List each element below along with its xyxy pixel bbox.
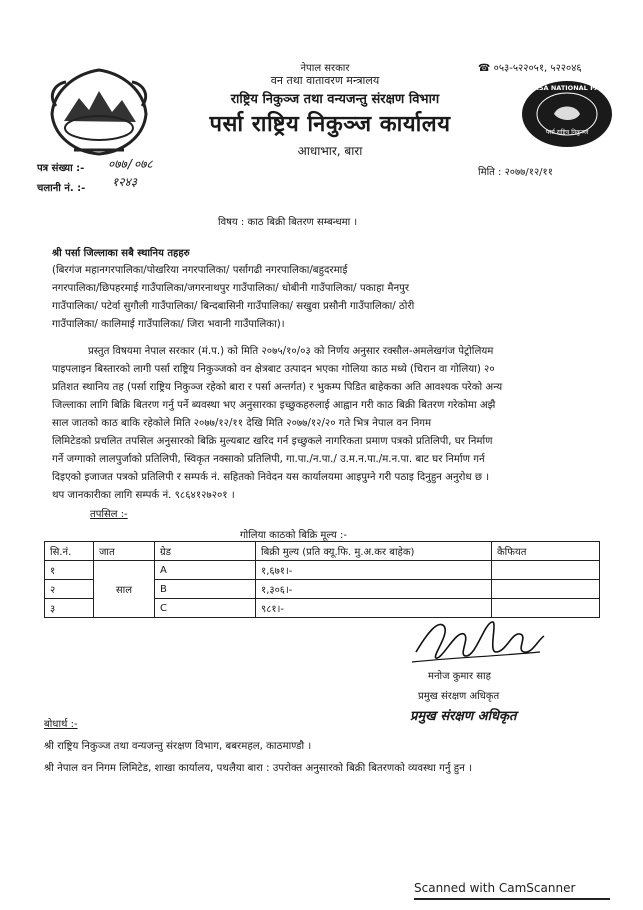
body-line: प्रस्तुत विषयमा नेपाल सरकार (मं.प.) को मिति २०७५/१०/०३ को निर्णय अनुसार रक्सौल-अमलेखगंज पेट्रोलियम (88, 346, 494, 357)
cell-remarks (492, 580, 600, 599)
table-row (45, 561, 600, 580)
patra-label: पत्र संख्या :- (37, 163, 85, 174)
price-table (44, 541, 600, 618)
recipient-line: नगरपालिका/छिपहरमाई गाउँपालिका/जगरनाथपुर गाउँपालिका/ धोबीनी गाउँपालिका/ पकाहा मैनपुर (52, 283, 410, 294)
nepal-emblem (44, 66, 154, 158)
cell-grade: C (155, 599, 256, 618)
signatory-title: प्रमुख संरक्षण अधिकृत (418, 691, 500, 702)
recipient-line: गाउँपालिका/ कालिमाई गाउँपालिका/ जिरा भवानी गाउँपालिका)। (52, 319, 285, 330)
patra-value: ०७७/०७८ (108, 157, 153, 171)
body-line: प्रतिशत स्थानिय तह (पर्सा राष्ट्रिय निकुञ्ज रहेको बारा र पर्सा अन्तर्गत) र भुकम्प पिडित बाहेकका अति आवश्यक परेको अन्य (52, 382, 503, 393)
cc-line: श्री राष्ट्रिय निकुञ्ज तथा वन्यजन्तु संरक्षण विभाग, बबरमहल, काठमाण्डौ । (44, 741, 312, 752)
body-line: गर्ने जग्गाको लालपुर्जाको प्रतिलिपी, स्विकृत नक्साको प्रतिलिपी, गा.पा./न.पा./ उ.म.न.पा./म.न.पा. बाट घर निर्माण गर्न (52, 454, 485, 465)
cc-label: बोधार्थ :- (44, 719, 78, 730)
col-header-sn: सि.नं. (45, 542, 94, 561)
cell-jat: साल (94, 561, 155, 618)
chalani-label: चलानी नं. :- (37, 183, 86, 194)
recipient-line: (बिरगंज महानगरपालिका/पोखरिया नगरपालिका/ पर्सागढी नगरपालिका/बहुदरमाई (52, 265, 348, 276)
header-government: नेपाल सरकार (300, 63, 350, 74)
office-location: आधाभार, बारा (297, 144, 363, 158)
phone-number: ☎ ०५३-५२२०५१, ५२२०४६ (478, 63, 582, 74)
cell-grade: B (155, 580, 256, 599)
cell-sn: ३ (45, 599, 94, 618)
cell-price: १,६७१।- (256, 561, 492, 580)
header-ministry: वन तथा वातावरण मन्त्रालय (270, 74, 380, 87)
seal-subtext: पर्सा राष्ट्रिय निकुञ्ज (545, 129, 589, 136)
body-line: साल जातको काठ बाकि रहेकोले मिति २०७७/१२/११ देखि मिति २०७७/१२/२० गते भित्र नेपाल वन निगम (52, 418, 432, 429)
table-header-row (45, 542, 600, 561)
subject: विषय : काठ बिक्री बितरण सम्बन्धमा । (218, 217, 358, 228)
scanner-watermark: Scanned with CamScanner (414, 881, 576, 895)
cell-sn: २ (45, 580, 94, 599)
office-title: पर्सा राष्ट्रिय निकुञ्ज कार्यालय (209, 112, 451, 137)
cell-price: ९८१।- (256, 599, 492, 618)
col-header-remarks: कैफियत (492, 542, 600, 561)
signatory-name: मनोज कुमार साह (428, 671, 491, 682)
cell-remarks (492, 561, 600, 580)
letter-date: मिति : २०७७/१२/११ (478, 167, 553, 178)
signature-scribble (408, 612, 548, 668)
cell-price: १,३०६।- (256, 580, 492, 599)
body-line: पाइपलाइन बिस्तारको लागी पर्सा राष्ट्रिय निकुञ्जको वन क्षेत्रबाट उत्पादन भएका गोलिया काठ मध्ये (चिरान वा गोलिया) २० (52, 364, 495, 375)
signatory-stamp: प्रमुख संरक्षण अधिकृत (410, 709, 517, 724)
recipient-line: गाउँपालिका/ पटेर्वा सुगौली गाउँपालिका/ बिन्दबासिनी गाउँपालिका/ सखुवा प्रसौनी गाउँपालिका/ ठोरी (52, 301, 415, 312)
body-line: जिल्लाका लागि बिक्रि बितरण गर्नु पर्ने ब्यवस्था भए अनुसारका इच्छुकहरुलाई आह्वान गरी काठ बिक्री बितरण गरेकोमा अझै (52, 400, 496, 411)
col-header-price: बिक्री मुल्य (प्रति क्यू.फि. मु.अ.कर बाहेक) (256, 542, 492, 561)
col-header-grade: ग्रेड (155, 542, 256, 561)
col-header-jat: जात (94, 542, 155, 561)
chalani-value: १२४३ (112, 175, 137, 189)
body-line: थप जानकारीका लागि सम्पर्क नं. ९८६४१२७२०१ । (52, 490, 235, 501)
body-line: लिमिटेडको प्रचलित तपसिल अनुसारको बिक्रि मुल्यबाट खरिद गर्न इच्छुकले नागरिकता प्रमाण पत्रको प्रतिलिपी, घर निर्माण (52, 436, 493, 447)
tapsil-label: तपसिल :- (90, 509, 128, 520)
cell-sn: १ (45, 561, 94, 580)
recipient-title: श्री पर्सा जिल्लाका सबै स्थानिय तहहरु (52, 248, 190, 259)
body-line: दिइएको इजाजत पत्रको प्रतिलिपी र सम्पर्क नं. सहितको निवेदन यस कार्यालयमा आइपुग्ने गरी पठाइ दिनुहुन अनुरोध छ । (52, 472, 490, 483)
header-department: राष्ट्रिय निकुञ्ज तथा वन्यजन्तु संरक्षण विभाग (230, 92, 440, 107)
cc-line: श्री नेपाल वन निगम लिमिटेड, शाखा कार्यालय, पथलैया बारा : उपरोक्त अनुसारको बिक्री बितरणको व्यवस्था गर्नु हुन । (44, 763, 472, 774)
seal-text: PARSA NATIONAL PARK (524, 84, 610, 92)
cell-grade: A (155, 561, 256, 580)
table-title: गोलिया काठको बिक्रि मूल्य :- (240, 530, 347, 541)
footer-rule (414, 898, 610, 900)
